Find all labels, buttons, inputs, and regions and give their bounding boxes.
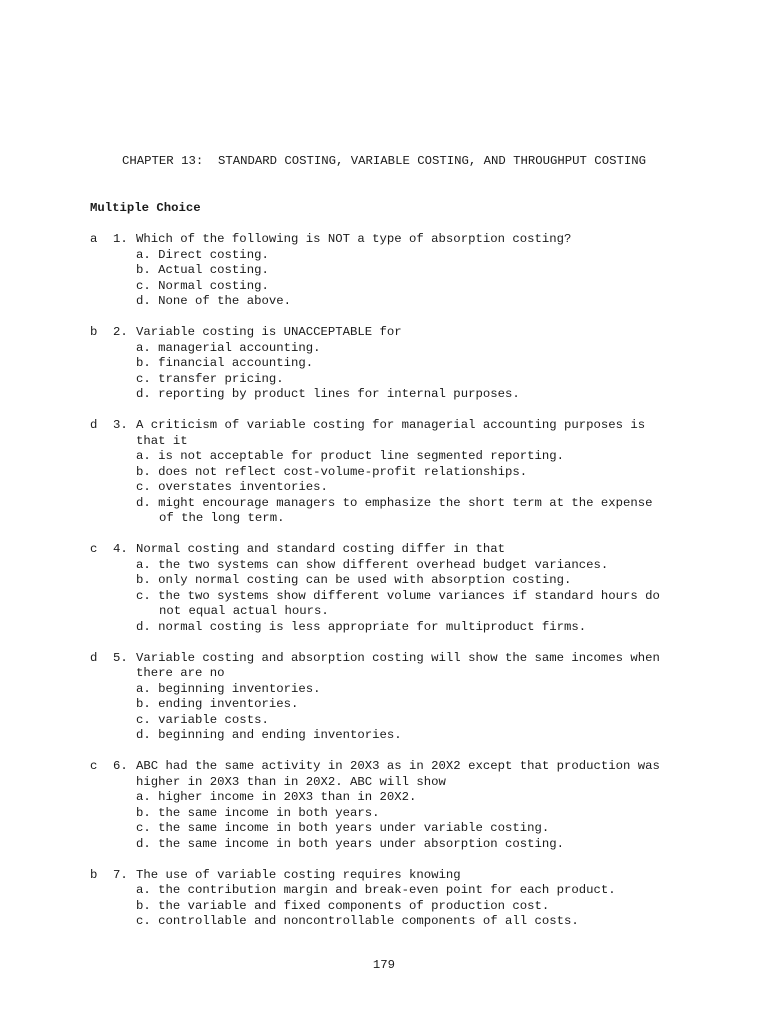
question-first-line xyxy=(90,651,730,667)
question-number: 4. xyxy=(113,542,128,556)
page-number: 179 xyxy=(372,958,396,972)
answer-option: d. normal costing is less appropriate for multiproduct firms. xyxy=(136,619,587,634)
question-item xyxy=(90,759,730,852)
answer-option: d. beginning and ending inventories. xyxy=(136,728,402,742)
answer-option: c. controllable and noncontrollable components of all costs. xyxy=(136,914,579,928)
question-item xyxy=(90,542,730,635)
question-number: 6. xyxy=(113,759,128,773)
answer-option: a. is not acceptable for product line segmented reporting. xyxy=(136,449,565,463)
question-first-line xyxy=(90,418,730,434)
question-stem: The use of variable costing requires knowing xyxy=(136,867,461,882)
answer-option: c. the two systems show different volume variances if standard hours do xyxy=(136,588,660,603)
answer-option: c. overstates inventories. xyxy=(136,480,328,494)
answer-option: b. Actual costing. xyxy=(136,263,269,277)
question-number: 1. xyxy=(113,232,128,246)
answer-option: b. the variable and fixed components of production cost. xyxy=(136,898,550,913)
question-number: 3. xyxy=(113,418,128,432)
question-stem: A criticism of variable costing for managerial accounting purposes is xyxy=(136,418,646,432)
chapter-title: CHAPTER 13: STANDARD COSTING, VARIABLE COSTING, AND THROUGHPUT COSTING xyxy=(122,154,646,168)
question-number: 2. xyxy=(113,325,128,339)
answer-key: a xyxy=(90,232,98,246)
question-stem: ABC had the same activity in 20X3 as in 20X2 except that production was xyxy=(136,759,660,773)
question-first-line xyxy=(90,759,730,775)
answer-option: a. the contribution margin and break-even point for each product. xyxy=(136,883,616,897)
answer-option: c. the same income in both years under variable costing. xyxy=(136,821,550,835)
question-number: 7. xyxy=(113,867,128,882)
answer-option: c. Normal costing. xyxy=(136,278,269,293)
answer-option: c. transfer pricing. xyxy=(136,371,284,386)
answer-option: b. financial accounting. xyxy=(136,356,314,370)
question-item xyxy=(90,651,730,744)
answer-option: d. the same income in both years under absorption costing. xyxy=(136,836,565,851)
question-item xyxy=(90,232,730,310)
answer-option: a. beginning inventories. xyxy=(136,681,321,696)
answer-option: b. only normal costing can be used with absorption costing. xyxy=(136,573,572,587)
answer-option: a. Direct costing. xyxy=(136,247,269,262)
question-stem-continued: higher in 20X3 than in 20X2. ABC will show xyxy=(136,774,446,789)
question-stem-continued: that it xyxy=(136,433,188,448)
answer-option-continued: of the long term. xyxy=(159,511,285,525)
question-stem-continued: there are no xyxy=(136,666,225,680)
question-item xyxy=(90,325,730,403)
question-stem: Variable costing is UNACCEPTABLE for xyxy=(136,325,402,339)
question-stem: Normal costing and standard costing differ in that xyxy=(136,542,505,556)
question-stem: Variable costing and absorption costing will show the same incomes when xyxy=(136,650,660,665)
answer-option-continued: not equal actual hours. xyxy=(159,604,329,618)
answer-key: b xyxy=(90,867,98,882)
answer-option: b. the same income in both years. xyxy=(136,805,380,820)
answer-key: c xyxy=(90,759,98,773)
answer-key: c xyxy=(90,542,98,556)
answer-option: d. reporting by product lines for internal purposes. xyxy=(136,387,520,401)
question-stem: Which of the following is NOT a type of absorption costing? xyxy=(136,232,572,246)
answer-key: b xyxy=(90,325,98,339)
question-number: 5. xyxy=(113,650,128,665)
answer-option: b. does not reflect cost-volume-profit relationships. xyxy=(136,464,528,479)
section-heading: Multiple Choice xyxy=(90,201,201,215)
answer-option: a. managerial accounting. xyxy=(136,340,321,355)
question-first-line xyxy=(90,325,730,341)
answer-key: d xyxy=(90,418,98,432)
answer-option: d. might encourage managers to emphasize the short term at the expense xyxy=(136,495,653,510)
answer-option: b. ending inventories. xyxy=(136,697,299,711)
question-list xyxy=(90,232,730,945)
question-first-line xyxy=(90,232,730,248)
answer-option: d. None of the above. xyxy=(136,294,291,308)
answer-key: d xyxy=(90,650,98,665)
question-first-line xyxy=(90,542,730,558)
answer-option: c. variable costs. xyxy=(136,712,269,727)
answer-option: a. the two systems can show different overhead budget variances. xyxy=(136,557,609,572)
question-first-line xyxy=(90,868,730,884)
question-item xyxy=(90,418,730,527)
question-item xyxy=(90,868,730,930)
answer-option: a. higher income in 20X3 than in 20X2. xyxy=(136,790,417,804)
